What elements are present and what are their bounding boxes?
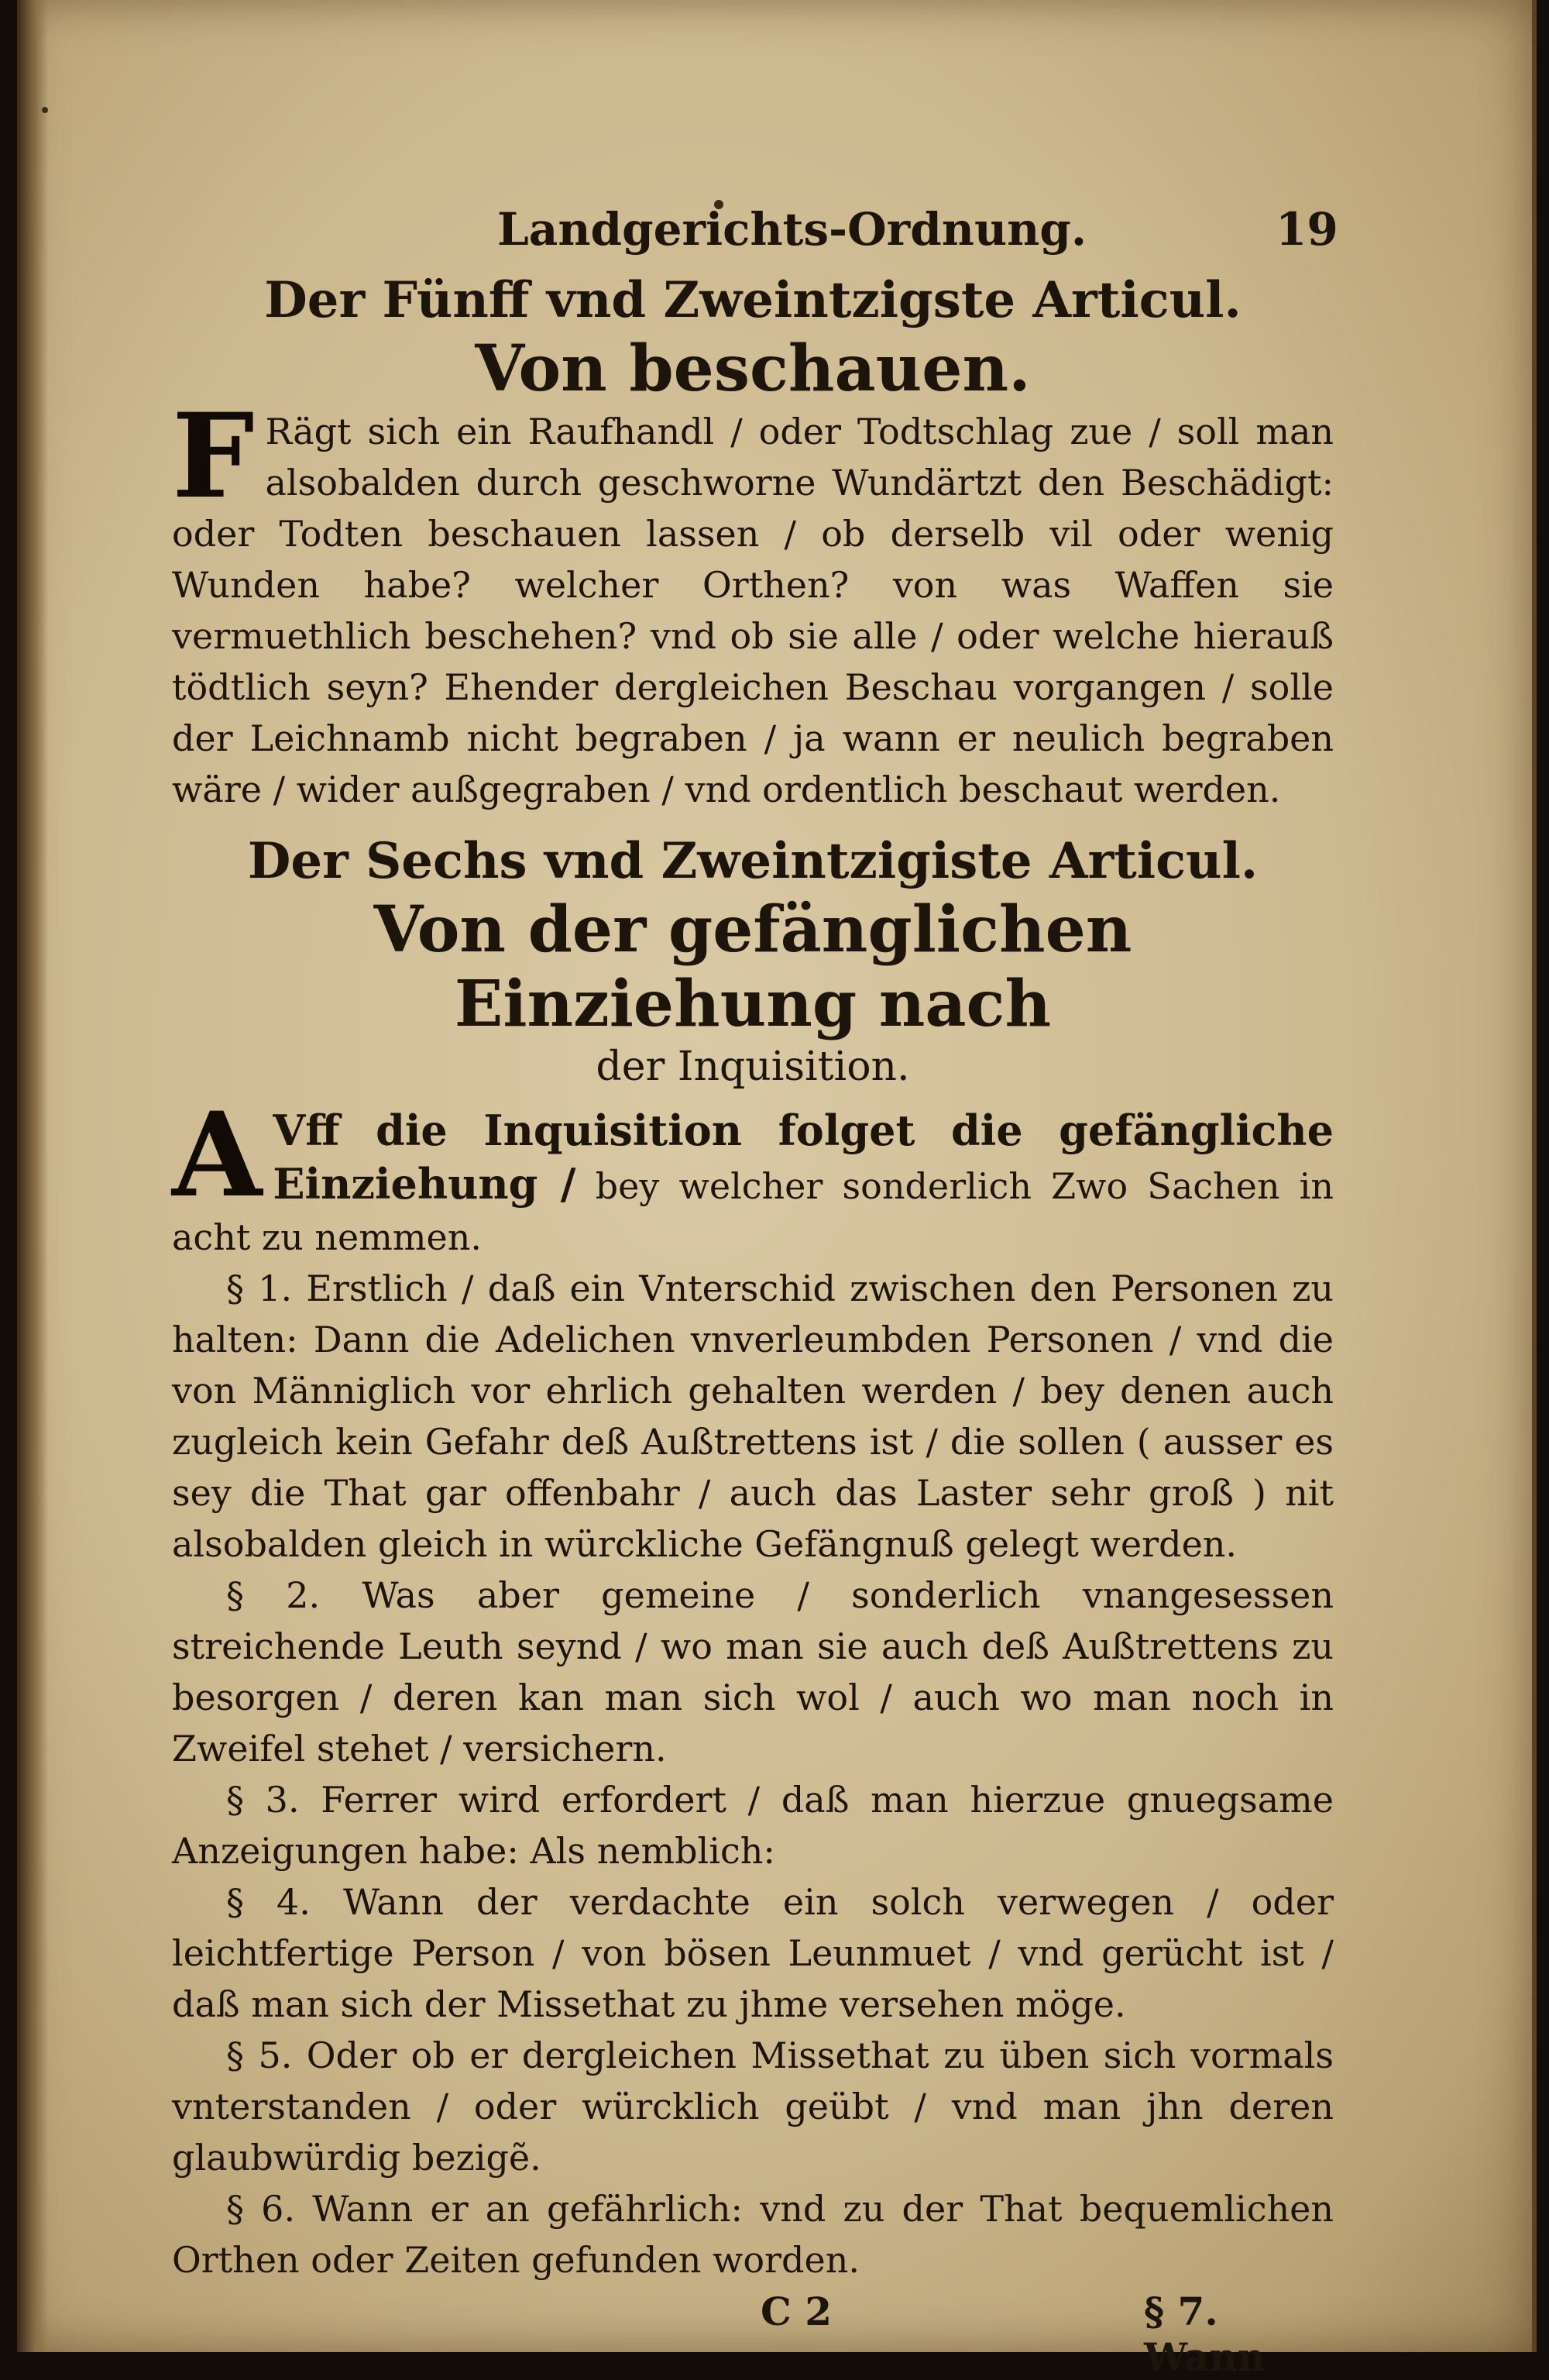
article-26-intro [172, 1087, 1334, 1263]
ink-speck [42, 107, 48, 113]
paragraph-section-6: § 6. Wann er an gefährlich: vnd zu der That bequemlichen Orthen oder Zeiten gefunden worden. [172, 2188, 1334, 2281]
article-heading-26: Der Sechs vnd Zweintzigiste Articul. [247, 832, 1259, 890]
article-heading-25: Der Fünff vnd Zweintzigste Articul. [264, 271, 1242, 329]
paragraph-section-2: § 2. Was aber gemeine / sonderlich vnangesessen streichende Leuth seynd / wo man sie auch deß Außtrettens zu besorgen / deren kan man sich wol / auch wo man noch in Zweifel stehet / versichern. [172, 1574, 1334, 1770]
page-gutter [17, 0, 48, 2352]
article-25-text: Rägt sich ein Raufhandl / oder Todtschlag zue / soll man alsobalden durch geschworne Wundärtzt den Beschädigt: oder Todten beschauen lassen / ob derselb vil oder wenig Wunden habe? welcher Orthen? von was Waffen sie vermuethlich beschehen? vnd ob sie alle / oder welche hierauß tödtlich seyn? Ehender dergleichen Beschau vorgangen / solle der Leichnamb nicht begraben / ja wann er neulich begraben wäre / wider außgegraben / vnd ordentlich beschaut werden. [172, 411, 1334, 810]
running-head: Landgerichts-Ordnung. [497, 203, 1087, 256]
dropcap-initial: F [172, 388, 255, 524]
dropcap-initial: A [172, 1087, 263, 1223]
page-footer [172, 2289, 1334, 2380]
article-subject-26: Von der gefänglichen Einziehung nach [373, 892, 1132, 1041]
page-number: 19 [1276, 203, 1338, 256]
running-header [172, 203, 1338, 273]
catchword: § 7. Wann [1144, 2289, 1266, 2380]
paragraph-section-1: § 1. Erstlich / daß ein Vnterschid zwischen den Personen zu halten: Dann die Adelichen vnverleumbden Personen / vnd die von Männiglich vor ehrlich gehalten werden / bey denen auch zugleich kein Gefahr deß Außtrettens ist / die sollen ( ausser es sey die That gar offenbahr / auch das Laster sehr groß ) nit alsobalden gleich in würckliche Gefängnuß gelegt werden. [172, 1267, 1334, 1565]
signature-mark: C 2 [761, 2289, 832, 2334]
page-content [172, 203, 1338, 2380]
article-25-body [172, 388, 1334, 815]
article-subject-25: Von beschauen. [475, 332, 1031, 406]
article-26-intro-first: Vff die Inquisition folget die gefängliche Einziehung / [273, 1106, 1334, 1209]
paragraph-section-3: § 3. Ferrer wird erfordert / daß man hierzue gnuegsame Anzeigungen habe: Als nemblich: [172, 1779, 1334, 1872]
paragraph-section-5: § 5. Oder ob er dergleichen Missethat zu üben sich vormals vnterstanden / oder würcklich geübt / vnd man jhn deren glaubwürdig bezigẽ. [172, 2034, 1334, 2179]
paragraph-section-4: § 4. Wann der verdachte ein solch verwegen / oder leichtfertige Person / von bösen Leunmuet / vnd gerücht ist / daß man sich der Missethat zu jhme versehen möge. [172, 1881, 1334, 2025]
article-26-intro-rest: bey welcher sonderlich Zwo Sachen in acht zu nemmen. [172, 1165, 1334, 1258]
article-subject-26-line2: der Inquisition. [596, 1044, 910, 1090]
spacer [172, 1092, 1334, 1105]
book-page [17, 0, 1537, 2380]
